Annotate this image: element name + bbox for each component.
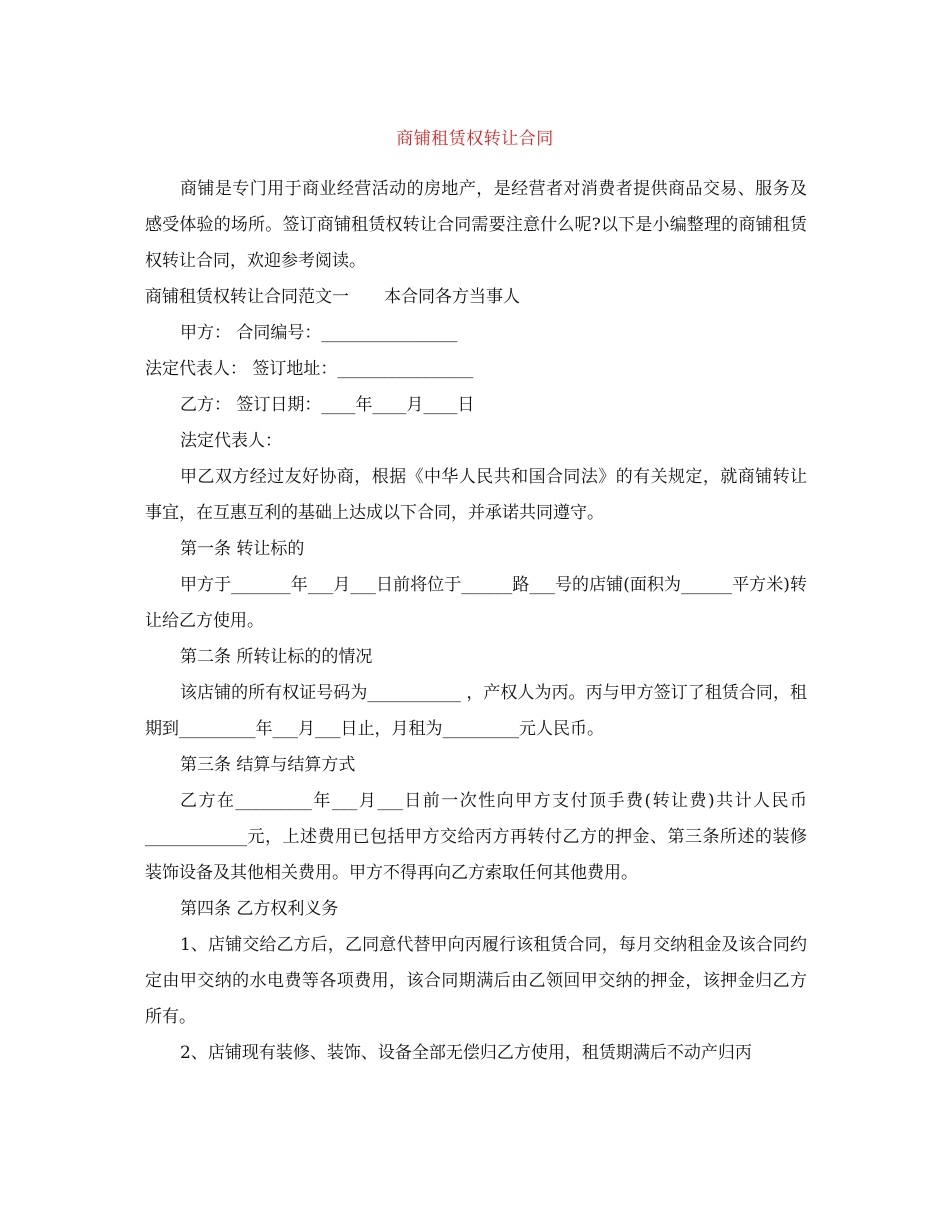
rep-a-line: 法定代表人： 签订地址：________________ (145, 359, 474, 379)
sample-heading-line (145, 279, 807, 315)
document-body (145, 160, 807, 1071)
parties-heading: 本合同各方当事人 (384, 287, 520, 307)
rep-b-line: 法定代表人： (180, 431, 282, 451)
article-3-title: 第三条 结算与结算方式 (180, 755, 356, 775)
article-4-title: 第四条 乙方权利义务 (180, 899, 339, 919)
article-1-body: 甲方于_______年___月___日前将位于______路___号的店铺(面积为______平方米)转让给乙方使用。 (145, 575, 807, 631)
document-title: 商铺租赁权转让合同 (396, 129, 554, 149)
article-2-title: 第二条 所转让标的的情况 (180, 647, 373, 667)
article-2-body: 该店铺的所有权证号码为___________ ，产权人为丙。丙与甲方签订了租赁合同，租期到_________年___月___日止，月租为_________元人民币。 (145, 683, 807, 739)
intro-paragraph: 商铺是专门用于商业经营活动的房地产，是经营者对消费者提供商品交易、服务及感受体验的场所。签订商铺租赁权转让合同需要注意什么呢?以下是小编整理的商铺租赁权转让合同，欢迎参考阅读。 (145, 179, 807, 271)
party-b-line: 乙方： 签订日期：____年____月____日 (180, 395, 475, 415)
sample-heading: 商铺租赁权转让合同范文一 (145, 287, 349, 307)
article-4-item-2: 2、店铺现有装修、装饰、设备全部无偿归乙方使用，租赁期满后不动产归丙 (180, 1043, 752, 1063)
party-a-line: 甲方： 合同编号：________________ (180, 323, 458, 343)
article-1-title: 第一条 转让标的 (180, 539, 305, 559)
article-3-body: 乙方在_________年___月___日前一次性向甲方支付顶手费(转让费)共计人民币____________元，上述费用已包括甲方交给丙方再转付乙方的押金、第三条所述的装修装饰设备及其他相关费用。甲方不得再向乙方索取任何其他费用。 (145, 791, 807, 883)
preamble-paragraph: 甲乙双方经过友好协商，根据《中华人民共和国合同法》的有关规定，就商铺转让事宜，在互惠互利的基础上达成以下合同，并承诺共同遵守。 (145, 467, 807, 523)
article-4-item-1: 1、店铺交给乙方后，乙同意代替甲向丙履行该租赁合同，每月交纳租金及该合同约定由甲交纳的水电费等各项费用，该合同期满后由乙领回甲交纳的押金，该押金归乙方所有。 (145, 935, 807, 1027)
